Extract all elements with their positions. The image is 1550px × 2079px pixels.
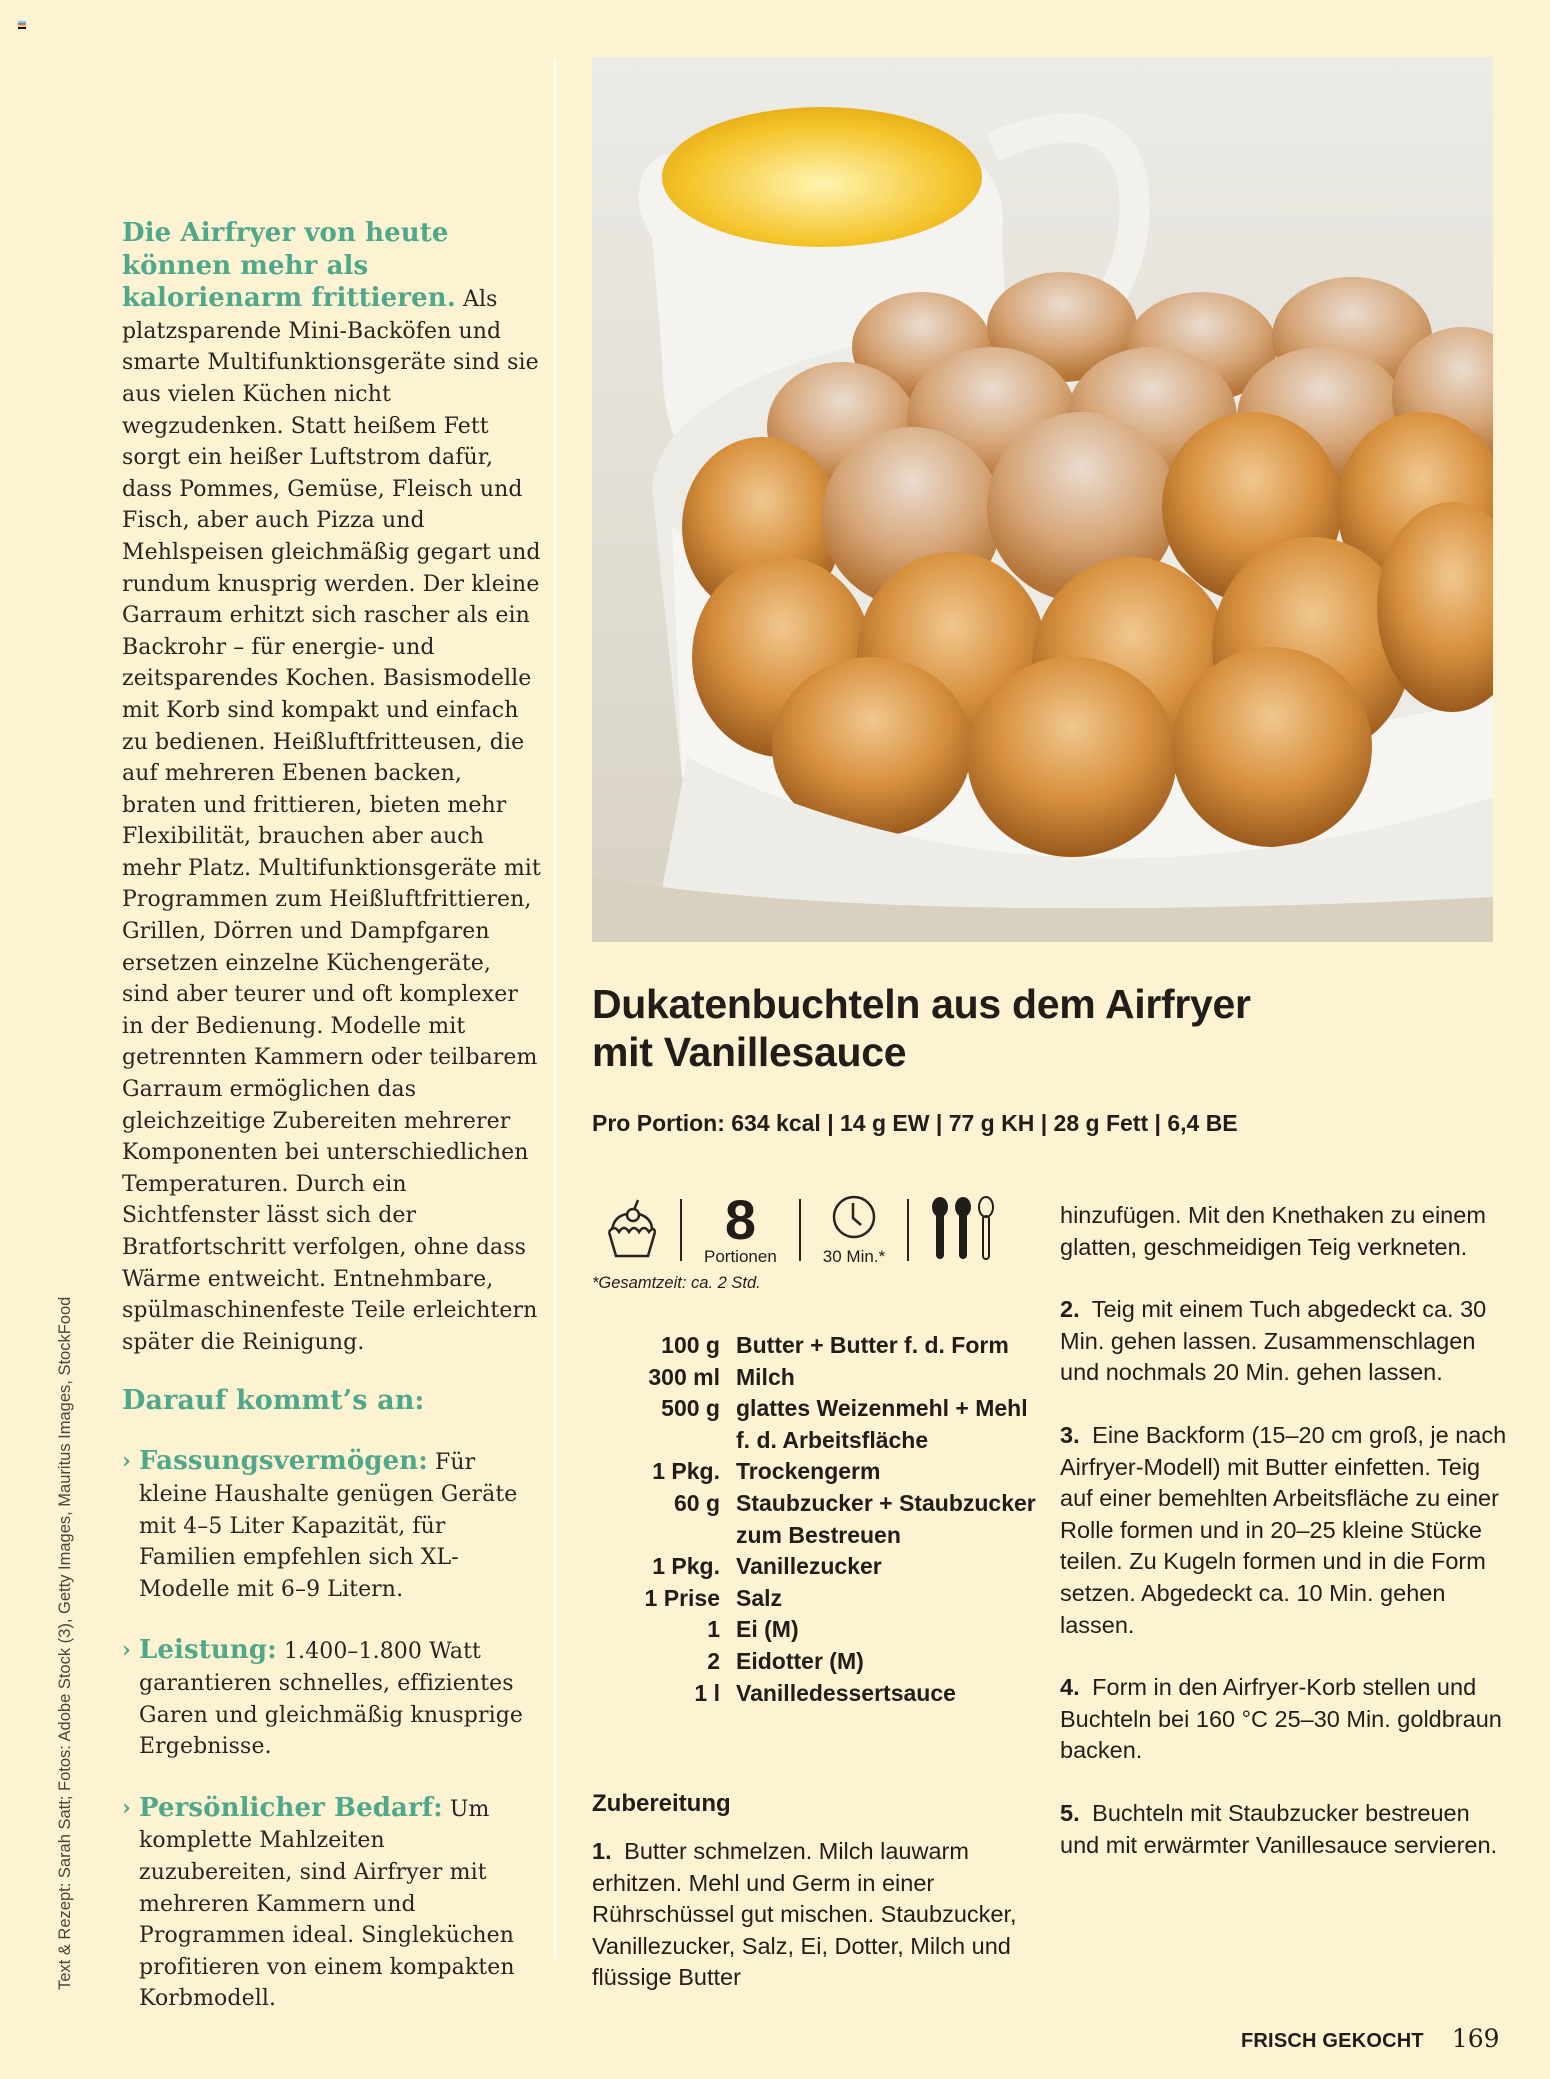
- bullet-chevron-icon: ›: [122, 1794, 131, 1821]
- ingredient-qty: 1 Pkg.: [652, 1458, 720, 1485]
- ingredient-name: Ei (M): [736, 1616, 799, 1643]
- ingredient-qty: 1: [707, 1616, 720, 1643]
- step: [1060, 1294, 1510, 1389]
- ingredient-name: Trockengerm: [736, 1458, 881, 1485]
- intro-article: [122, 218, 542, 2045]
- step-text: Teig mit einem Tuch abgedeckt ca. 30 Min. gehen lassen. Zusammenschlagen und nochmals 20 Min. gehen lassen.: [1060, 1296, 1487, 1386]
- page-footer: [1241, 2024, 1500, 2053]
- page-number: 169: [1451, 2024, 1500, 2053]
- ingredient-name: Eidotter (M): [736, 1647, 864, 1674]
- time-label: 30 Min.*: [822, 1246, 886, 1266]
- nutrition-info: Pro Portion: 634 kcal | 14 g EW | 77 g KH | 28 g Fett | 6,4 BE: [592, 1110, 1238, 1136]
- tip-term: Persönlicher Bedarf:: [139, 1792, 443, 1823]
- intro-body: Als platzsparende Mini-Backöfen und smarte Multifunktionsgeräte sind sie aus vielen Küchen nicht wegzudenken. Statt heißem Fett sorgt ein heißer Luftstrom dafür, dass Pommes, Gemüse, Fleisch und Fisch, aber auch Pizza und Mehlspeisen gleichmäßig gegart und rundum knusprig werden. Der kleine Garraum erhitzt sich rascher als ein Backrohr – für energie- und zeitsparendes Kochen. Basismodelle mit Korb sind kompakt und einfach zu bedienen. Heißluftfritteusen, die auf mehreren Ebenen backen, braten und frittieren, bieten mehr Flexibilität, brauchen aber auch mehr Platz. Multifunktionsgeräte mit Programmen zum Heißluftfrittieren, Grillen, Dörren und Dampfgaren ersetzen einzelne Küchengeräte, sind aber teurer und oft komplexer in der Bedienung. Modelle mit getrennten Kammern oder teilbarem Garraum ermöglichen das gleichzeitige Zubereiten mehrerer Komponenten bei unterschiedlichen Temperaturen. Durch ein Sichtfenster lässt sich der Bratfortschritt verfolgen, ohne dass Wärme entweicht. Entnehmbare, spülmaschinenfeste Teile erleichtern später die Reinigung.: [122, 287, 541, 1355]
- tip-text: Für kleine Haushalte genügen Geräte mit 4–5 Liter Kapazität, für Familien empfehlen sich XL-Modelle mit 6–9 Litern.: [139, 1450, 518, 1602]
- print-color-mark: [18, 21, 26, 29]
- ingredient-qty: 60 g: [673, 1489, 720, 1516]
- preparation-heading: Zubereitung: [592, 1790, 731, 1817]
- ingredient-row: [600, 1362, 1040, 1394]
- step-continued: [1060, 1200, 1510, 1263]
- recipe-title-line: mit Vanillesauce: [592, 1029, 907, 1075]
- cook-time: [823, 1194, 885, 1267]
- photo-credit: Text & Rezept: Sarah Satt; Fotos: Adobe Stock (3), Getty Images, Mauritus Images, StockFood: [56, 1296, 74, 1990]
- ingredient-row: [600, 1488, 1040, 1551]
- ingredient-name: Staubzucker + Staubzucker zum Bestreuen: [736, 1489, 1036, 1548]
- ingredient-name: Milch: [736, 1363, 795, 1390]
- step-number: 3.: [1060, 1421, 1080, 1448]
- step: [1060, 1420, 1510, 1641]
- step-text: Eine Backform (15–20 cm groß, je nach Airfryer-Modell) mit Butter einfetten. Teig auf einer bemehlten Arbeitsfläche zu einer Rolle formen und in 20–25 kleine Stücke teilen. Zu Kugeln formen und in die Form setzen. Abgedeckt ca. 10 Min. gehen lassen.: [1060, 1421, 1507, 1638]
- divider: [680, 1199, 682, 1261]
- step-number: 1.: [592, 1838, 612, 1864]
- intro-lead: Die Airfryer von heute können mehr als kalorienarm frittieren.: [122, 218, 456, 314]
- recipe-title: [592, 980, 1492, 1076]
- ingredient-row: [600, 1646, 1040, 1678]
- page-gutter: [553, 58, 557, 1960]
- bullet-chevron-icon: ›: [122, 1637, 131, 1664]
- bullet-chevron-icon: ›: [122, 1448, 131, 1475]
- ingredient-row: [600, 1330, 1040, 1362]
- ingredient-row: [600, 1678, 1040, 1710]
- ingredient-list: [600, 1330, 1040, 1709]
- step-text: Butter schmelzen. Milch lauwarm erhitzen. Mehl und Germ in einer Rührschüssel gut mischen. Staubzucker, Vanillezucker, Salz, Ei, Dotter, Milch und flüssige Butter: [592, 1838, 1017, 1991]
- tip-text: Um komplette Mahlzeiten zuzubereiten, sind Airfryer mit mehreren Kammern und Programmen ideal. Singleküchen profitieren von einem kompakten Korbmodell.: [139, 1796, 515, 2012]
- tip-term: Fassungsvermögen:: [139, 1446, 428, 1477]
- ingredient-name: Butter + Butter f. d. Form: [736, 1332, 1009, 1358]
- step-text: Buchteln mit Staubzucker bestreuen und mit erwärmter Vanillesauce servieren.: [1060, 1799, 1498, 1858]
- step-number: 4.: [1060, 1674, 1080, 1701]
- step-number: 5.: [1060, 1799, 1080, 1826]
- cupcake-icon: [606, 1196, 658, 1265]
- ingredient-row: [600, 1551, 1040, 1583]
- ingredient-row: [600, 1583, 1040, 1615]
- step: [1060, 1798, 1510, 1861]
- recipe-title-line: Dukatenbuchteln aus dem Airfryer: [592, 981, 1251, 1027]
- preparation-steps-col2: [1060, 1200, 1510, 1892]
- ingredient-name: Salz: [736, 1584, 783, 1611]
- ingredient-qty: 2: [707, 1647, 720, 1674]
- recipe-photo: [592, 57, 1493, 942]
- tips-heading: Darauf kommt’s an:: [122, 1385, 425, 1417]
- time-footnote: *Gesamtzeit: ca. 2 Std.: [592, 1274, 761, 1292]
- step-text: hinzufügen. Mit den Knethaken zu einem glatten, geschmeidigen Teig verkneten.: [1060, 1202, 1486, 1260]
- preparation-steps-col1: [592, 1836, 1032, 2025]
- tip-text: 1.400–1.800 Watt garantieren schnelles, effizientes Garen und gleichmäßig knusprige Ergebnisse.: [139, 1639, 524, 1760]
- tip-item: [122, 1635, 542, 1762]
- ingredient-qty: 100 g: [661, 1332, 720, 1358]
- step-text: Form in den Airfryer-Korb stellen und Buchteln bei 160 °C 25–30 Min. goldbraun backen.: [1060, 1674, 1502, 1764]
- tip-item: [122, 1793, 542, 2015]
- divider: [799, 1199, 801, 1261]
- ingredient-qty: 300 ml: [648, 1363, 720, 1390]
- ingredient-qty: 1 l: [694, 1679, 720, 1706]
- servings-label: Portionen: [704, 1247, 777, 1266]
- servings: [704, 1188, 777, 1267]
- servings-count: 8: [724, 1188, 756, 1251]
- ingredient-qty: 1 Prise: [644, 1584, 720, 1611]
- step: [1060, 1672, 1510, 1767]
- tip-item: [122, 1446, 542, 1605]
- recipe-meta: [606, 1190, 1026, 1270]
- step-number: 2.: [1060, 1296, 1080, 1323]
- ingredient-name: glattes Weizenmehl + Mehl f. d. Arbeitsfläche: [736, 1395, 1028, 1453]
- ingredient-row: [600, 1614, 1040, 1646]
- difficulty-spoons-icon: [931, 1195, 997, 1266]
- section-name: FRISCH GEKOCHT: [1241, 2030, 1424, 2052]
- tip-term: Leistung:: [139, 1635, 277, 1666]
- ingredient-qty: 500 g: [661, 1395, 720, 1422]
- step: [592, 1836, 1032, 1994]
- ingredient-row: [600, 1456, 1040, 1488]
- ingredient-row: [600, 1393, 1040, 1456]
- divider: [907, 1199, 909, 1261]
- intro-paragraph: [122, 218, 542, 1358]
- ingredient-name: Vanillezucker: [736, 1553, 882, 1580]
- clock-icon: [831, 1227, 877, 1244]
- ingredient-qty: 1 Pkg.: [652, 1553, 720, 1580]
- ingredient-name: Vanilledessertsauce: [736, 1679, 956, 1706]
